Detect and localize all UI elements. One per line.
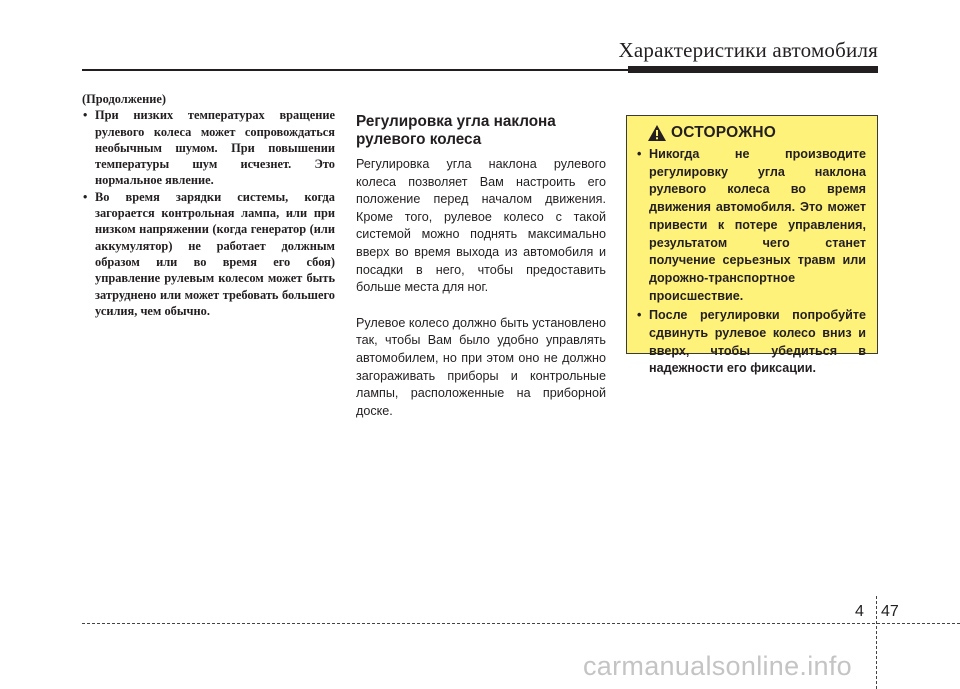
- footer-rule: [82, 623, 960, 624]
- footer-divider: [876, 596, 877, 689]
- caution-title: ОСТОРОЖНО: [671, 124, 777, 141]
- header-bar: [628, 66, 878, 73]
- header-rule: [82, 69, 632, 71]
- chapter-number: 4: [855, 603, 864, 620]
- caution-list: [636, 146, 866, 378]
- caution-item-check-lock: • После регулировки попробуйте сдвинуть рулевое колесо вниз и вверх, чтобы убедиться в надежности его фиксации.: [636, 307, 866, 378]
- left-column: [82, 91, 335, 319]
- warning-triangle-icon: [647, 124, 667, 142]
- caution-box: [626, 115, 878, 376]
- caution-header: [647, 122, 866, 144]
- left-bullet-charging-effort: • Во время зарядки системы, когда загорается контрольная лампа, или при низком напряжении (когда генератор (или аккумулятор) не работает должным образом или во время его сбоя) управление рулевым колесом может быть затруднено или может требовать большего усилия, чем обычно.: [82, 189, 335, 319]
- caution-item-no-adjust-while-driving: • Никогда не производите регулировку угла наклона рулевого колеса во время движения автомобиля. Это может привести к потере управления, результатом чего станет получение серьезных травм или дорожно-транспортное происшествие.: [636, 146, 866, 305]
- continuation-label: (Продолжение): [82, 92, 166, 106]
- tilt-steering-paragraph-1: Регулировка угла наклона рулевого колеса позволяет Вам настроить его положение перед началом движения. Кроме того, рулевое колесо с такой системой можно поднять максимально вверх во время выхода из автомобиля и посадки в него, чтобы предоставить больше места для ног.: [356, 157, 606, 295]
- tilt-steering-heading: Регулировка угла наклона рулевого колеса: [356, 113, 556, 148]
- section-title: Характеристики автомобиля: [618, 38, 878, 62]
- middle-column: [356, 113, 606, 438]
- page-number: 47: [881, 603, 899, 620]
- watermark: carmanualsonline.info: [583, 651, 852, 681]
- tilt-steering-paragraph-2: Рулевое колесо должно быть установлено так, чтобы Вам было удобно управлять автомобилем, но при этом оно не должно загораживать приборы и контрольные лампы, расположенные на приборной доске.: [356, 315, 606, 418]
- left-bullet-list: [82, 107, 335, 319]
- left-bullet-cold-noise: • При низких температурах вращение рулевого колеса может сопровождаться необычным шумом. При повышении температуры шум исчезнет. Это нормальное явление.: [82, 107, 335, 188]
